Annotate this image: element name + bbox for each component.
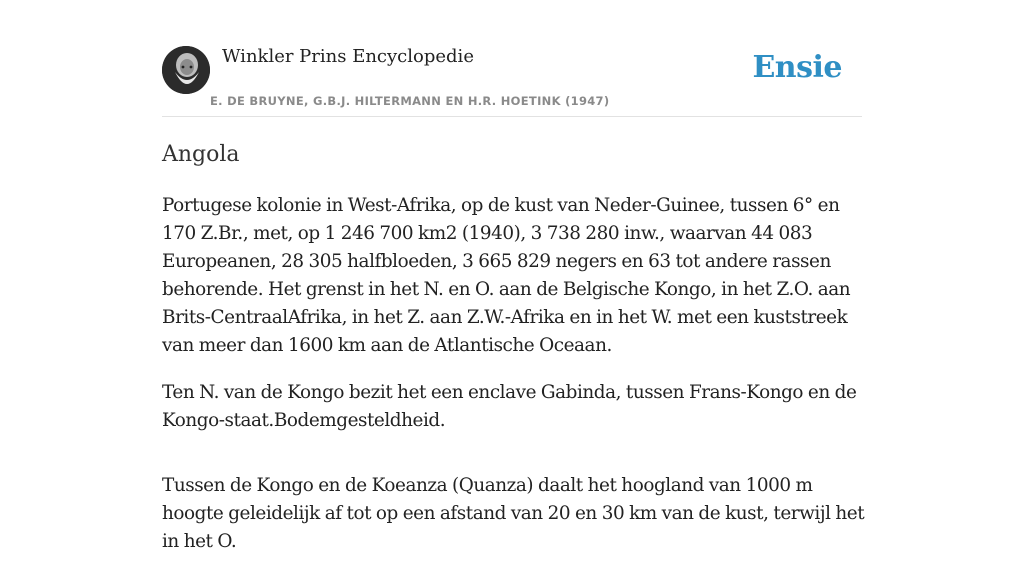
article-paragraph: Ten N. van de Kongo bezit het een enclave Gabinda, tussen Frans-Kongo en de Kongo-staat.Bodemgesteldheid. — [162, 382, 857, 431]
source-title[interactable]: Winkler Prins Encyclopedie — [222, 46, 474, 67]
author-avatar[interactable] — [162, 46, 210, 94]
source-authors: E. DE BRUYNE, G.B.J. HILTERMANN EN H.R. HOETINK (1947) — [210, 94, 610, 108]
article-paragraph: Tussen de Kongo en de Koeanza (Quanza) daalt het hoogland van 1000 m hoogte geleidelijk af tot op een afstand van 20 en 30 km van de kust, terwijl het in het O. — [162, 475, 865, 552]
portrait-avatar-icon — [162, 46, 210, 94]
article-paragraph: Portugese kolonie in West-Afrika, op de kust van Neder-Guinee, tussen 6° en 170 Z.Br., met, op 1 246 700 km2 (1940), 3 738 280 inw., waarvan 44 083 Europeanen, 28 305 halfbloeden, 3 665 829 negers en 63 tot andere rassen behorende. Het grenst in het N. en O. aan de Belgische Kongo, in het Z.O. aan Brits-CentraalAfrika, in het Z. aan Z.W.-Afrika en in het W. met een kuststreek van meer dan 1600 km aan de Atlantische Oceaan. — [162, 195, 851, 356]
article — [162, 140, 866, 575]
article-title: Angola — [162, 142, 240, 167]
ensie-logo-link[interactable]: Ensie — [752, 50, 842, 85]
source-header — [162, 0, 862, 117]
